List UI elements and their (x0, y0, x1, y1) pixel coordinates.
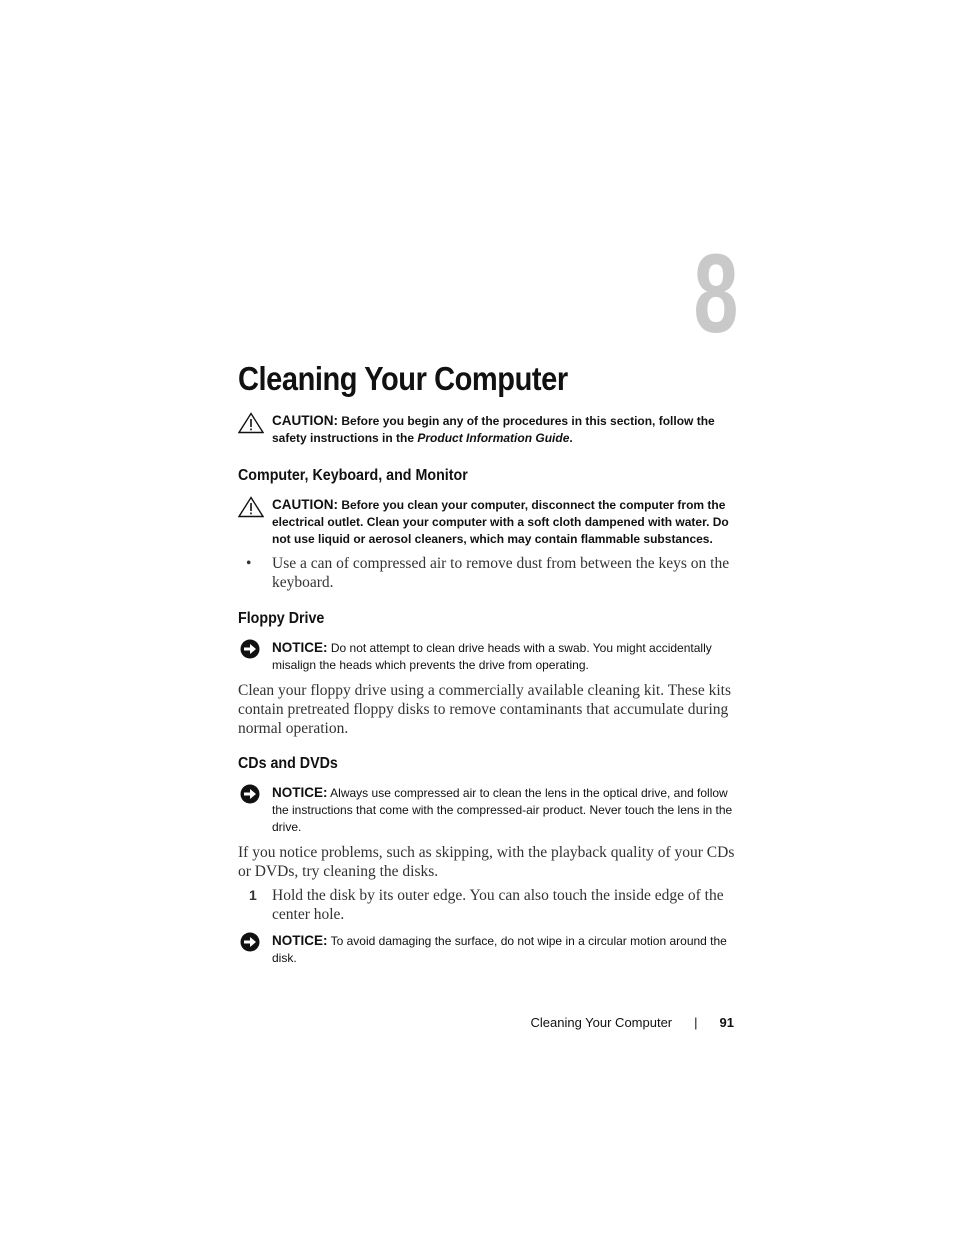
chapter-number: 8 (693, 231, 738, 356)
list-item (238, 886, 738, 924)
notice-text: Do not attempt to clean drive heads with a swab. You might accidentally misalign the heads which prevents the drive from operating. (272, 641, 712, 672)
bullet-text: Use a can of compressed air to remove dust from between the keys on the keyboard. (272, 555, 730, 591)
notice-text: To avoid damaging the surface, do not wipe in a circular motion around the disk. (272, 934, 727, 965)
intro-caution (238, 412, 738, 447)
product-guide-title: Product Information Guide (417, 431, 570, 445)
cds-notice-2 (238, 932, 738, 967)
bullet-marker: • (246, 555, 252, 572)
caution-period: . (569, 431, 573, 445)
caution-text: Before you clean your computer, disconnect the computer from the electrical outlet. Clean your computer with a soft cloth dampened with water. Do not use liquid or aerosol cleaners, which may contain flammable substances. (272, 498, 729, 546)
page-footer (530, 1015, 734, 1030)
step-number: 1 (249, 887, 257, 903)
section-heading-floppy: Floppy Drive (238, 610, 325, 627)
list-item (238, 554, 738, 592)
section-heading-cds: CDs and DVDs (238, 755, 338, 772)
notice-text: Always use compressed air to clean the lens in the optical drive, and follow the instructions that come with the compressed-air product. Never touch the lens in the drive. (272, 786, 733, 834)
caution-label: CAUTION: (272, 497, 338, 512)
cds-paragraph: If you notice problems, such as skipping, with the playback quality of your CDs or DVDs, try cleaning the disks. (238, 844, 735, 880)
notice-arrow-icon (238, 932, 264, 954)
keyboard-caution (238, 496, 738, 548)
floppy-notice (238, 639, 738, 674)
caution-label: CAUTION: (272, 413, 338, 428)
notice-arrow-icon (238, 784, 264, 806)
page-number: 91 (719, 1015, 734, 1030)
footer-separator: | (694, 1015, 698, 1030)
section-heading-keyboard: Computer, Keyboard, and Monitor (238, 467, 468, 484)
step-text: Hold the disk by its outer edge. You can also touch the inside edge of the center hole. (272, 887, 724, 923)
footer-title: Cleaning Your Computer (530, 1015, 673, 1030)
notice-label: NOTICE: (272, 640, 328, 655)
notice-label: NOTICE: (272, 933, 328, 948)
cds-notice (238, 784, 738, 836)
caution-triangle-icon (238, 412, 264, 434)
chapter-title: Cleaning Your Computer (238, 360, 568, 397)
caution-text: Before you begin any of the procedures in this section, follow the safety instructions in the (272, 414, 715, 445)
notice-label: NOTICE: (272, 785, 328, 800)
notice-arrow-icon (238, 639, 264, 661)
floppy-paragraph: Clean your floppy drive using a commercially available cleaning kit. These kits contain pretreated floppy disks to remove contaminants that accumulate during normal operation. (238, 682, 731, 737)
caution-triangle-icon (238, 496, 264, 518)
